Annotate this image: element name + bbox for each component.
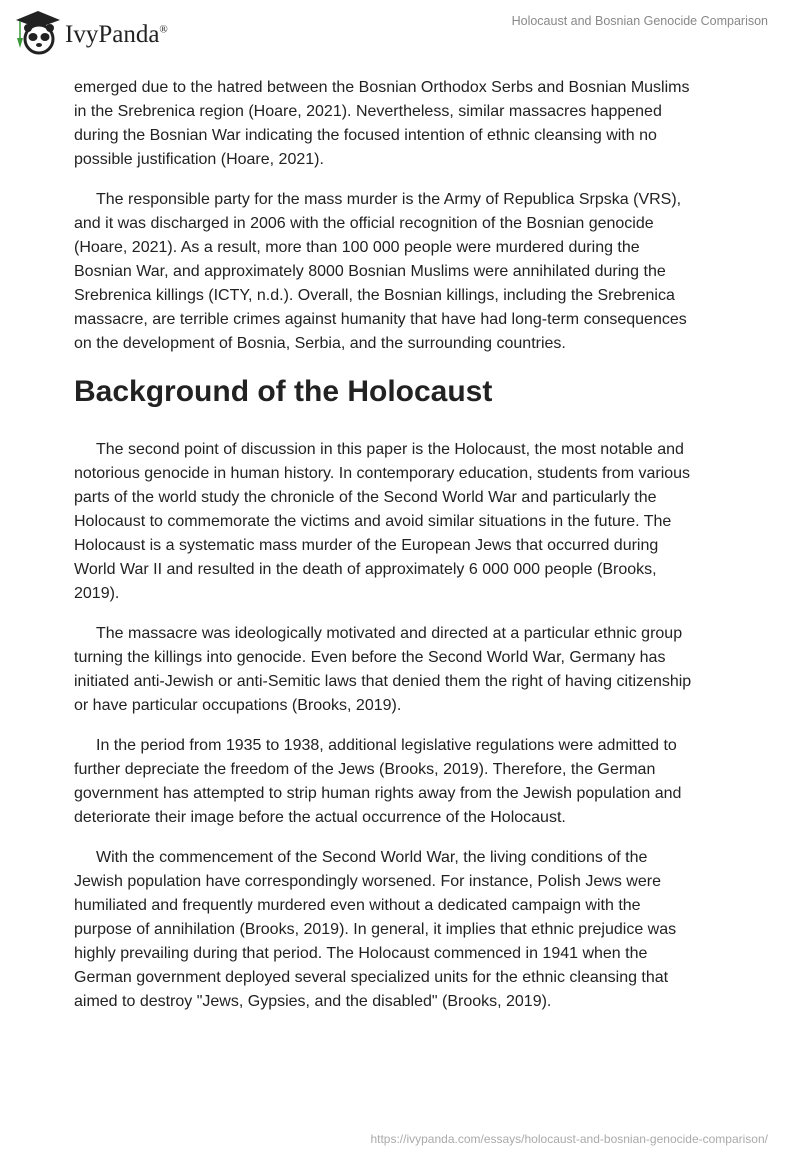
- text-line: The second point of discussion in this paper is the Holocaust, the most notable and: [96, 441, 684, 458]
- paragraph: [74, 622, 774, 718]
- paragraph: [74, 846, 774, 1014]
- text-line: Bosnian War, and approximately 8000 Bosnian Muslims were annihilated during the: [74, 263, 666, 280]
- text-line: during the Bosnian War indicating the focused intention of ethnic cleansing with no: [74, 127, 657, 144]
- source-url-link[interactable]: https://ivypanda.com/essays/holocaust-and-bosnian-genocide-comparison/: [370, 1132, 768, 1146]
- text-line: In the period from 1935 to 1938, additional legislative regulations were admitted to: [96, 737, 677, 754]
- text-line: Jewish population have correspondingly worsened. For instance, Polish Jews were: [74, 873, 661, 890]
- text-line: on the development of Bosnia, Serbia, and the surrounding countries.: [74, 335, 566, 352]
- text-line: German government deployed several specialized units for the ethnic cleansing that: [74, 969, 669, 986]
- text-line: in the Srebrenica region (Hoare, 2021). Nevertheless, similar massacres happened: [74, 103, 662, 120]
- text-line: emerged due to the hatred between the Bosnian Orthodox Serbs and Bosnian Muslims: [74, 79, 690, 96]
- logo-text: IvyPanda: [65, 21, 160, 48]
- registered-mark: ®: [159, 23, 168, 36]
- text-line: and it was discharged in 2006 with the official recognition of the Bosnian genocide: [74, 215, 654, 232]
- section-heading: Background of the Holocaust: [74, 375, 493, 408]
- text-line: Holocaust to commemorate the victims and avoid similar situations in the future. The: [74, 513, 672, 530]
- text-line: 2019).: [74, 585, 120, 602]
- text-line: purpose of annihilation (Brooks, 2019). In general, it implies that ethnic prejudice was: [74, 921, 677, 938]
- text-line: massacre, are terrible crimes against humanity that have had long-term consequences: [74, 311, 687, 328]
- text-line: With the commencement of the Second World War, the living conditions of the: [96, 849, 648, 866]
- text-line: government has attempted to strip human rights away from the Jewish population and: [74, 785, 682, 802]
- document-title: Holocaust and Bosnian Genocide Comparison: [511, 14, 768, 28]
- paragraph: [74, 76, 774, 172]
- text-line: initiated anti-Jewish or anti-Semitic laws that denied them the right of having citizenship: [74, 673, 692, 690]
- text-line: parts of the world study the chronicle of the Second World War and particularly the: [74, 489, 657, 506]
- paragraph: [74, 188, 774, 356]
- text-line: aimed to destroy "Jews, Gypsies, and the disabled" (Brooks, 2019).: [74, 993, 552, 1010]
- page-header: [0, 0, 800, 60]
- text-line: The responsible party for the mass murder is the Army of Republica Srpska (VRS),: [96, 191, 682, 208]
- text-line: further depreciate the freedom of the Jews (Brooks, 2019). Therefore, the German: [74, 761, 656, 778]
- text-line: World War II and resulted in the death of approximately 6 000 000 people (Brooks,: [74, 561, 657, 578]
- paragraph: [74, 438, 774, 606]
- paragraph: [74, 734, 774, 830]
- text-line: possible justification (Hoare, 2021).: [74, 151, 324, 168]
- text-line: (Hoare, 2021). As a result, more than 100 000 people were murdered during the: [74, 239, 640, 256]
- text-line: deteriorate their image before the actual occurrence of the Holocaust.: [74, 809, 566, 826]
- text-line: Srebrenica killings (ICTY, n.d.). Overall, the Bosnian killings, including the Srebrenica: [74, 287, 675, 304]
- panda-graduate-icon: [12, 8, 62, 56]
- text-line: highly prevailing during that period. The Holocaust commenced in 1941 when the: [74, 945, 648, 962]
- ivypanda-logo[interactable]: [12, 8, 168, 56]
- text-line: notorious genocide in human history. In contemporary education, students from various: [74, 465, 691, 482]
- text-line: The massacre was ideologically motivated and directed at a particular ethnic group: [96, 625, 683, 642]
- text-line: humiliated and frequently murdered even without a dedicated campaign with the: [74, 897, 641, 914]
- text-line: turning the killings into genocide. Even before the Second World War, Germany has: [74, 649, 666, 666]
- text-line: Holocaust is a systematic mass murder of the European Jews that occurred during: [74, 537, 659, 554]
- essay-content: [74, 76, 774, 1030]
- text-line: or have particular occupations (Brooks, 2019).: [74, 697, 402, 714]
